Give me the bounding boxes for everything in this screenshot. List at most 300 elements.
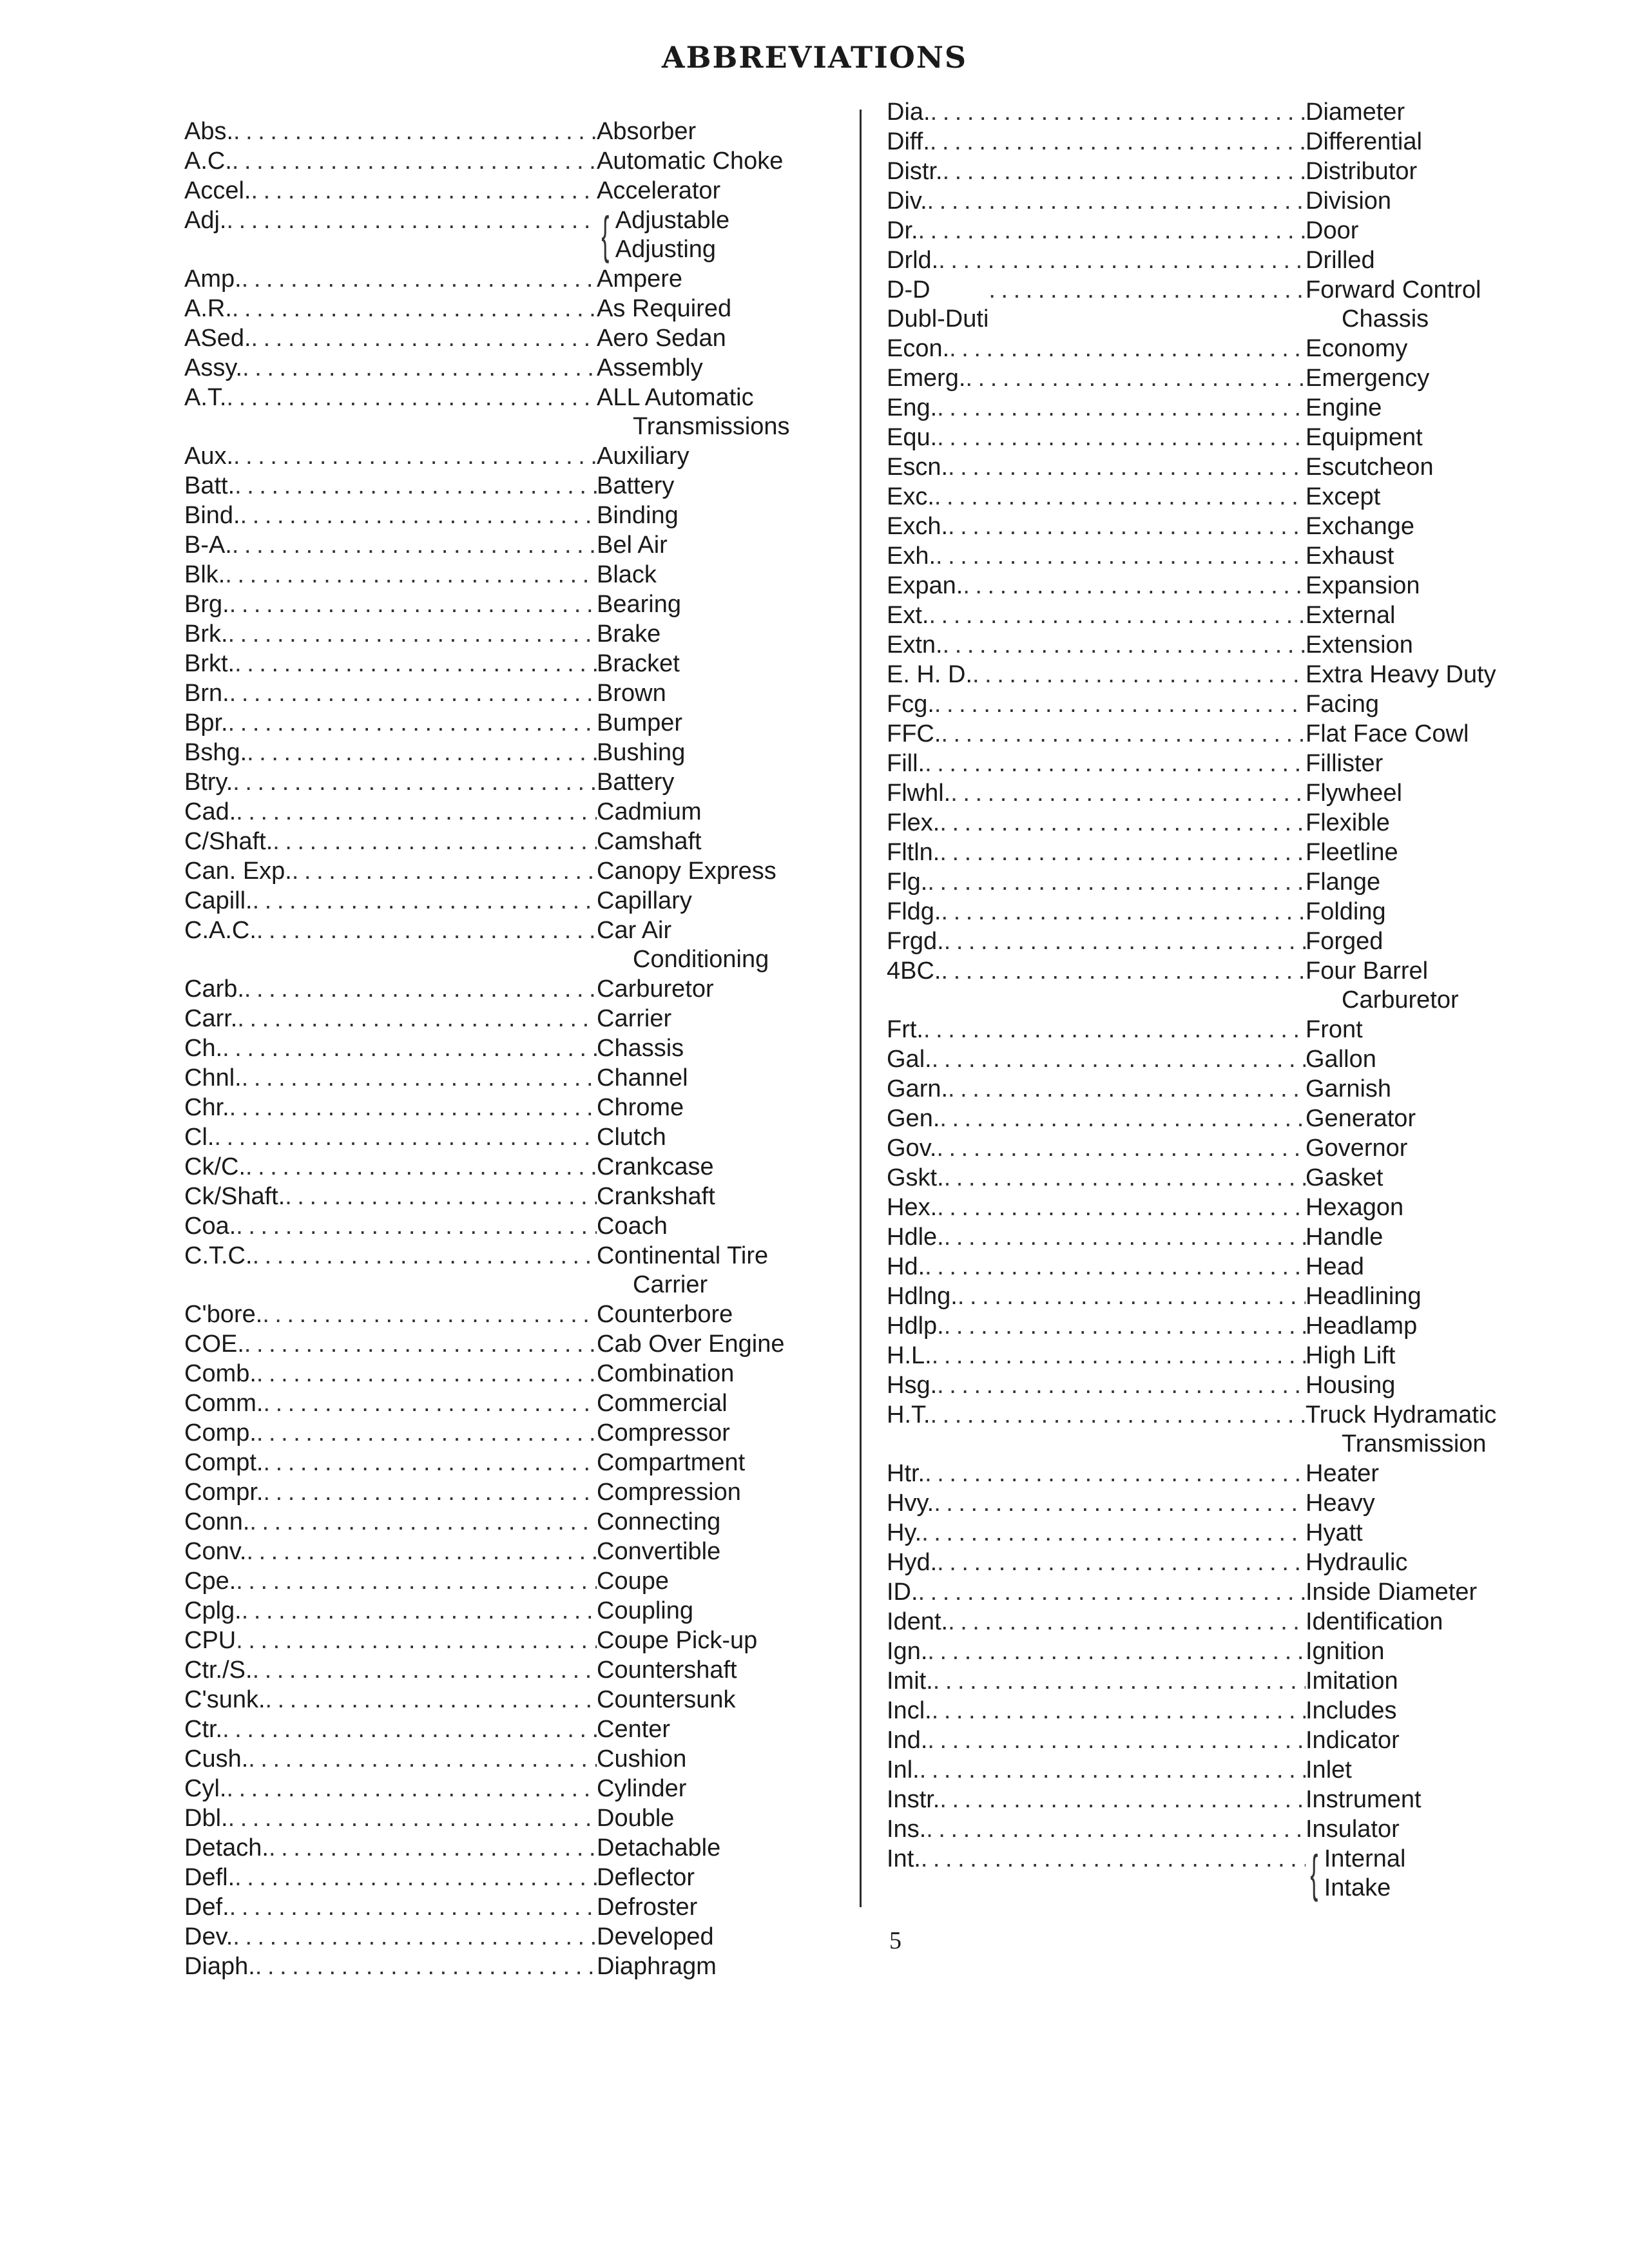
abbreviation-term: Def. xyxy=(184,1894,229,1921)
meaning-line: ALL Automatic xyxy=(597,384,754,411)
dot-leader xyxy=(236,1212,597,1241)
abbreviation-term: C/Shaft. xyxy=(184,828,273,855)
meaning-brace-group-items xyxy=(615,206,729,264)
dot-leader xyxy=(937,394,1306,423)
abbreviation-term: Chnl. xyxy=(184,1064,242,1091)
abbreviation-meaning xyxy=(597,1537,829,1566)
meaning-line: Except xyxy=(1306,483,1381,510)
abbreviation-term: Comp. xyxy=(184,1419,256,1446)
dot-leader xyxy=(256,1419,597,1448)
abbreviation-term: Incl. xyxy=(887,1697,932,1724)
abbreviation-term-line: D-D xyxy=(887,276,930,303)
abbreviation-meaning xyxy=(1306,364,1537,393)
abbreviation-meaning xyxy=(597,442,829,471)
abbreviation-entry xyxy=(887,1401,1537,1459)
meaning-line: Includes xyxy=(1306,1697,1397,1724)
meaning-line: Drilled xyxy=(1306,247,1375,274)
dot-leader xyxy=(228,620,597,649)
dot-leader xyxy=(941,957,1306,986)
meaning-brace-group-items xyxy=(1324,1845,1406,1903)
meaning-line: Compression xyxy=(597,1479,741,1506)
abbreviation-entry xyxy=(184,620,829,649)
abbreviation-entry xyxy=(184,1182,829,1212)
abbreviation-meaning xyxy=(597,738,829,767)
abbreviation-entry xyxy=(887,572,1537,601)
abbreviation-meaning xyxy=(597,1804,829,1833)
page-title: ABBREVIATIONS xyxy=(661,40,968,75)
abbreviation-entry xyxy=(887,1548,1537,1578)
meaning-line: Counterbore xyxy=(597,1301,733,1328)
meaning-line: Ignition xyxy=(1306,1638,1385,1665)
abbreviation-entry xyxy=(887,898,1537,927)
abbreviation-entry xyxy=(184,1123,829,1153)
abbreviation-term: Comm. xyxy=(184,1390,264,1417)
dot-leader xyxy=(921,1845,1306,1874)
dot-leader xyxy=(943,157,1306,186)
abbreviation-meaning xyxy=(597,177,829,206)
abbreviation-meaning xyxy=(597,590,829,619)
abbreviation-entry xyxy=(887,98,1537,128)
dot-leader xyxy=(937,1548,1306,1577)
dot-leader xyxy=(949,334,1306,363)
dot-leader xyxy=(226,383,597,412)
dot-leader xyxy=(262,1300,597,1329)
meaning-line: Carrier xyxy=(597,1005,672,1032)
meaning-line: Flange xyxy=(1306,869,1381,896)
abbreviation-meaning xyxy=(1306,809,1537,838)
dot-leader xyxy=(936,542,1306,571)
dot-leader xyxy=(253,887,597,916)
abbreviation-meaning xyxy=(1306,1459,1537,1488)
abbreviation-entry xyxy=(887,690,1537,720)
abbreviation-meaning xyxy=(597,887,829,916)
meaning-line: Hyatt xyxy=(1306,1519,1363,1546)
abbreviation-meaning xyxy=(597,472,829,501)
abbreviation-meaning xyxy=(1306,898,1537,927)
abbreviation-term: Compr. xyxy=(184,1479,264,1506)
meaning-line: Insulator xyxy=(1306,1816,1400,1843)
abbreviation-meaning xyxy=(1306,128,1537,157)
abbreviation-meaning xyxy=(597,1093,829,1122)
abbreviation-meaning xyxy=(597,1478,829,1507)
meaning-line: Transmission xyxy=(1342,1430,1487,1457)
meaning-line: Diaphragm xyxy=(597,1953,717,1980)
abbreviation-entry xyxy=(887,631,1537,660)
abbreviation-term: Cl. xyxy=(184,1124,215,1151)
dot-leader xyxy=(263,1448,597,1477)
abbreviation-meaning xyxy=(1306,1785,1537,1814)
meaning-line: Deflector xyxy=(597,1864,695,1891)
meaning-line: Headlamp xyxy=(1306,1312,1418,1340)
meaning-line: Crankcase xyxy=(597,1153,714,1180)
abbreviation-meaning xyxy=(1306,1489,1537,1518)
abbreviation-term: Hdlp. xyxy=(887,1312,944,1340)
dot-leader xyxy=(226,206,597,235)
abbreviation-entry xyxy=(184,1004,829,1034)
abbreviation-term: Defl. xyxy=(184,1864,235,1891)
meaning-line: Bearing xyxy=(597,591,681,618)
dot-leader xyxy=(929,601,1306,630)
abbreviation-term: Conn. xyxy=(184,1508,250,1535)
abbreviation-entry xyxy=(887,868,1537,898)
abbreviation-entry xyxy=(887,1756,1537,1785)
abbreviation-meaning xyxy=(597,1448,829,1477)
abbreviation-meaning xyxy=(1306,1134,1537,1163)
abbreviation-term-line: Dubl-Duti xyxy=(887,305,989,332)
abbreviation-term: Cpe. xyxy=(184,1568,236,1595)
abbreviation-meaning xyxy=(597,1300,829,1329)
dot-leader xyxy=(265,1686,597,1715)
abbreviation-entry xyxy=(887,453,1537,483)
abbreviation-entry xyxy=(184,1419,829,1448)
abbreviation-entry xyxy=(184,590,829,620)
abbreviation-term: Drld. xyxy=(887,247,939,274)
abbreviation-term: Accel. xyxy=(184,177,251,204)
abbreviation-entry xyxy=(887,1696,1537,1726)
abbreviation-entry xyxy=(887,1519,1537,1548)
abbreviation-meaning xyxy=(597,383,829,441)
dot-leader xyxy=(263,1478,597,1507)
abbreviation-term: Ctr. xyxy=(184,1716,223,1743)
meaning-line: Combination xyxy=(597,1360,735,1387)
abbreviation-entry xyxy=(184,501,829,531)
dot-leader xyxy=(242,1064,597,1093)
dot-leader xyxy=(937,423,1306,452)
dot-leader xyxy=(229,1093,597,1122)
meaning-brace-group xyxy=(597,206,829,264)
abbreviation-entry xyxy=(184,265,829,294)
abbreviation-entry xyxy=(184,1478,829,1508)
meaning-line: Fleetline xyxy=(1306,839,1398,866)
abbreviation-meaning xyxy=(1306,423,1537,452)
meaning-line: Diameter xyxy=(1306,99,1405,126)
meaning-line: Compressor xyxy=(597,1419,730,1446)
meaning-line: As Required xyxy=(597,295,732,322)
abbreviation-entry xyxy=(184,1597,829,1626)
abbreviation-meaning xyxy=(1306,927,1537,956)
meaning-line: Four Barrel xyxy=(1306,957,1429,985)
abbreviation-entry xyxy=(184,354,829,383)
dot-leader xyxy=(925,1253,1306,1282)
meaning-line: Conditioning xyxy=(633,946,769,973)
abbreviation-meaning xyxy=(597,354,829,383)
meaning-line: Absorber xyxy=(597,118,697,145)
abbreviation-term: Amp. xyxy=(184,265,242,293)
dot-leader xyxy=(925,1459,1306,1488)
meaning-line: Emergency xyxy=(1306,365,1430,392)
dot-leader xyxy=(934,690,1306,719)
meaning-line: Flat Face Cowl xyxy=(1306,720,1469,747)
abbreviation-meaning xyxy=(1306,720,1537,749)
meaning-line: Flexible xyxy=(1306,809,1390,836)
meaning-line: Carrier xyxy=(633,1271,708,1298)
abbreviation-entry xyxy=(184,827,829,857)
dot-leader xyxy=(948,1075,1306,1104)
abbreviation-meaning xyxy=(1306,187,1537,216)
abbreviation-entry xyxy=(887,1608,1537,1637)
abbreviation-meaning xyxy=(597,768,829,797)
abbreviation-entry xyxy=(887,1785,1537,1815)
abbreviation-meaning xyxy=(1306,1637,1537,1666)
meaning-line: Cushion xyxy=(597,1745,687,1773)
dot-leader xyxy=(934,483,1306,512)
abbreviation-term: C.A.C. xyxy=(184,917,256,944)
meaning-line: Commercial xyxy=(597,1390,728,1417)
meaning-line: Coupe Pick-up xyxy=(597,1627,758,1654)
abbreviation-entry xyxy=(184,1686,829,1715)
abbreviation-meaning xyxy=(1306,631,1537,660)
meaning-line: Defroster xyxy=(597,1894,698,1921)
abbreviation-entry xyxy=(887,364,1537,394)
abbreviation-meaning xyxy=(1306,1282,1537,1311)
meaning-line: Extension xyxy=(1306,631,1413,658)
brace-symbol: { xyxy=(601,206,610,264)
abbreviation-entry xyxy=(887,1815,1537,1845)
meaning-line: Door xyxy=(1306,217,1359,244)
dot-leader xyxy=(918,1578,1306,1607)
abbreviation-meaning xyxy=(597,1360,829,1389)
abbreviation-entry xyxy=(887,1164,1537,1193)
abbreviation-term: Extn. xyxy=(887,631,943,658)
abbreviation-meaning xyxy=(597,1686,829,1715)
dot-leader xyxy=(932,1045,1306,1074)
abbreviation-entry xyxy=(887,1667,1537,1696)
abbreviation-term: Frt. xyxy=(887,1016,923,1043)
abbreviation-entry xyxy=(887,1104,1537,1134)
dot-leader xyxy=(950,779,1306,808)
dot-leader xyxy=(920,1756,1306,1785)
abbreviation-entry xyxy=(887,838,1537,868)
abbreviation-entry xyxy=(184,1567,829,1597)
dot-leader xyxy=(246,1153,597,1182)
abbreviation-meaning xyxy=(597,1952,829,1981)
abbreviation-term: Bshg. xyxy=(184,739,247,766)
abbreviation-meaning xyxy=(597,1745,829,1774)
abbreviation-meaning xyxy=(597,798,829,827)
abbreviation-entry xyxy=(184,324,829,354)
brace-line: Adjustable xyxy=(615,207,730,234)
abbreviation-meaning xyxy=(1306,1845,1537,1903)
abbreviation-term: Hdlng. xyxy=(887,1283,958,1310)
abbreviation-term: Exch. xyxy=(887,513,949,540)
meaning-line: Bel Air xyxy=(597,532,668,559)
dot-leader xyxy=(244,975,597,1004)
abbreviation-term: Fcg. xyxy=(887,691,934,718)
meaning-line: Camshaft xyxy=(597,828,702,855)
abbreviation-term: A.R. xyxy=(184,295,232,322)
abbreviation-term: Hy. xyxy=(887,1519,922,1546)
abbreviation-term: Gen. xyxy=(887,1105,940,1132)
abbreviation-term: Ext. xyxy=(887,602,929,629)
abbreviation-entry xyxy=(184,1923,829,1952)
abbreviation-entry xyxy=(887,1223,1537,1253)
abbreviation-entry xyxy=(887,483,1537,512)
abbreviation-meaning xyxy=(597,206,829,264)
dot-leader xyxy=(926,1815,1306,1844)
abbreviation-entry xyxy=(887,512,1537,542)
dot-leader xyxy=(233,1923,597,1952)
abbreviation-meaning xyxy=(597,1330,829,1359)
abbreviation-meaning xyxy=(1306,157,1537,186)
abbreviation-term: Blk. xyxy=(184,561,226,588)
abbreviation-meaning xyxy=(1306,1341,1537,1370)
meaning-line: Extra Heavy Duty xyxy=(1306,661,1496,688)
abbreviation-meaning xyxy=(1306,1253,1537,1282)
dot-leader xyxy=(225,561,597,590)
dot-leader xyxy=(944,1223,1306,1252)
meaning-line: Convertible xyxy=(597,1538,721,1565)
abbreviation-entry xyxy=(184,1064,829,1093)
abbreviation-meaning xyxy=(597,1389,829,1418)
abbreviation-term: Brn. xyxy=(184,680,229,707)
dot-leader xyxy=(285,1182,597,1211)
abbreviation-meaning xyxy=(1306,98,1537,127)
dot-leader xyxy=(236,798,597,827)
meaning-line: Heavy xyxy=(1306,1490,1375,1517)
meaning-line: Inside Diameter xyxy=(1306,1579,1478,1606)
abbreviation-entry xyxy=(184,531,829,561)
abbreviation-term: COE. xyxy=(184,1331,244,1358)
abbreviation-entry xyxy=(184,1656,829,1686)
abbreviation-term: Hd. xyxy=(887,1253,925,1280)
dot-leader xyxy=(233,768,597,797)
meaning-line: Detachable xyxy=(597,1834,721,1861)
abbreviation-term: FFC. xyxy=(887,720,941,747)
meaning-line: Auxiliary xyxy=(597,443,689,470)
abbreviation-entry xyxy=(887,216,1537,246)
meaning-line: Accelerator xyxy=(597,177,721,204)
meaning-line: Battery xyxy=(597,769,675,796)
dot-leader xyxy=(940,1104,1306,1133)
meaning-line: Heater xyxy=(1306,1460,1380,1487)
abbreviation-meaning xyxy=(1306,690,1537,719)
abbreviation-entry xyxy=(887,187,1537,216)
abbreviation-meaning xyxy=(597,294,829,323)
dot-leader xyxy=(256,916,597,945)
dot-leader xyxy=(273,827,597,856)
abbreviation-term: C.T.C. xyxy=(184,1242,253,1269)
abbreviation-entry xyxy=(184,649,829,679)
meaning-line: Governor xyxy=(1306,1135,1408,1162)
abbreviation-meaning xyxy=(1306,1193,1537,1222)
abbreviation-term: CPU xyxy=(184,1627,236,1654)
meaning-line: Capillary xyxy=(597,887,692,914)
abbreviation-term: Fldg. xyxy=(887,898,941,925)
abbreviation-term: Detach. xyxy=(184,1834,269,1861)
meaning-line: External xyxy=(1306,602,1396,629)
brace-line: Intake xyxy=(1324,1874,1391,1901)
abbreviation-entry xyxy=(184,798,829,827)
meaning-line: Brake xyxy=(597,620,661,648)
dot-leader xyxy=(237,1004,597,1033)
abbreviation-meaning xyxy=(1306,216,1537,245)
abbreviation-term: Flg. xyxy=(887,869,928,896)
dot-leader xyxy=(927,1637,1306,1666)
dot-leader xyxy=(233,442,597,471)
meaning-line: Car Air xyxy=(597,917,672,944)
abbreviation-meaning xyxy=(1306,868,1537,897)
abbreviation-term: Equ. xyxy=(887,424,938,451)
dot-leader xyxy=(248,1745,597,1774)
abbreviation-entry xyxy=(184,1774,829,1804)
abbreviation-meaning xyxy=(597,147,829,176)
abbreviation-entry xyxy=(887,601,1537,631)
abbreviation-meaning xyxy=(1306,394,1537,423)
abbreviation-entry xyxy=(184,1804,829,1834)
meaning-line: Brown xyxy=(597,680,666,707)
abbreviation-entry xyxy=(184,1537,829,1567)
abbreviation-meaning xyxy=(597,1656,829,1685)
abbreviation-entry xyxy=(887,1015,1537,1045)
dot-leader xyxy=(244,1330,597,1359)
abbreviation-term: Bpr. xyxy=(184,709,228,736)
dot-leader xyxy=(263,1389,597,1418)
meaning-line: Imitation xyxy=(1306,1667,1398,1695)
abbreviation-entry xyxy=(184,1360,829,1389)
meaning-line: Clutch xyxy=(597,1124,666,1151)
meaning-line: Channel xyxy=(597,1064,688,1091)
abbreviation-term: Brg. xyxy=(184,591,229,618)
abbreviation-term: Adj. xyxy=(184,207,227,234)
abbreviation-entry xyxy=(184,1863,829,1893)
abbreviation-term: Exc. xyxy=(887,483,934,510)
abbreviation-entry xyxy=(184,1448,829,1478)
meaning-line: Folding xyxy=(1306,898,1386,925)
abbreviation-term: Garn. xyxy=(887,1075,949,1102)
meaning-line: Coupe xyxy=(597,1568,669,1595)
abbreviation-meaning xyxy=(597,1863,829,1892)
abbreviation-term: Inl. xyxy=(887,1756,920,1783)
meaning-line: Automatic Choke xyxy=(597,148,784,175)
abbreviation-entry xyxy=(887,660,1537,690)
abbreviation-meaning xyxy=(597,679,829,708)
abbreviation-term: Aux. xyxy=(184,443,234,470)
abbreviation-entry xyxy=(887,779,1537,809)
abbreviation-meaning xyxy=(1306,334,1537,363)
abbreviation-meaning xyxy=(1306,1045,1537,1074)
meaning-line: Chassis xyxy=(597,1035,684,1062)
dot-leader xyxy=(941,898,1306,927)
abbreviation-meaning xyxy=(597,1834,829,1863)
abbreviation-entry xyxy=(887,276,1537,334)
abbreviation-meaning xyxy=(597,649,829,678)
abbreviation-entry xyxy=(184,857,829,887)
abbreviation-term: Cad. xyxy=(184,798,236,825)
meaning-line: Garnish xyxy=(1306,1075,1392,1102)
abbreviation-entry xyxy=(887,809,1537,838)
abbreviation-meaning xyxy=(597,827,829,856)
meaning-line: Countersunk xyxy=(597,1686,736,1713)
brace-symbol: { xyxy=(1310,1845,1318,1902)
meaning-line: Facing xyxy=(1306,691,1380,718)
abbreviation-entry xyxy=(887,927,1537,957)
abbreviation-term: Frgd. xyxy=(887,928,944,955)
abbreviation-entry xyxy=(184,1952,829,1982)
meaning-line: Developed xyxy=(597,1923,714,1950)
brace-line: Internal xyxy=(1324,1845,1406,1872)
abbreviation-term: Hyd. xyxy=(887,1549,938,1576)
abbreviation-meaning xyxy=(1306,1548,1537,1577)
abbreviation-term: Cush. xyxy=(184,1745,249,1773)
dot-leader xyxy=(988,276,1306,305)
meaning-line: Assembly xyxy=(597,354,703,381)
abbreviation-term: ASed. xyxy=(184,325,251,352)
meaning-line: Exchange xyxy=(1306,513,1415,540)
abbreviation-entry xyxy=(184,1034,829,1064)
abbreviation-term: ID. xyxy=(887,1579,918,1606)
abbreviation-meaning xyxy=(1306,1312,1537,1341)
dot-leader xyxy=(927,868,1306,897)
